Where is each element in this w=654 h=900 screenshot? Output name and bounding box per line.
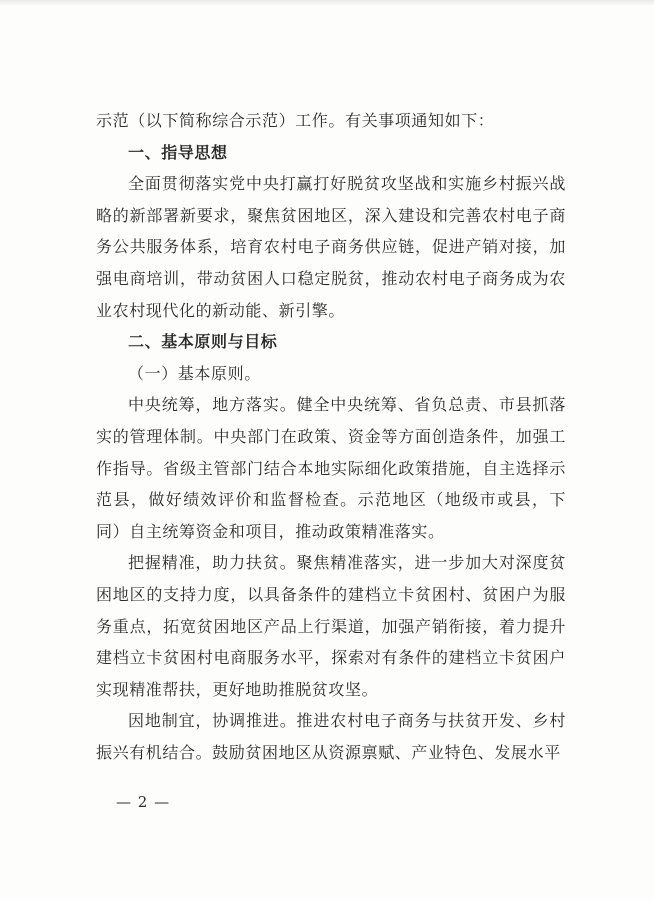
paragraph-guiding-ideology: 全面贯彻落实党中央打赢打好脱贫攻坚战和实施乡村振兴战略的新部署新要求，聚焦贫困地区，深入建设和完善农村电子商务公共服务体系，培育农村电子商务供应链，促进产销对接，加强电商培训，带动贫困人口稳定脱贫，推动农村电子商务成为农业农村现代化的新动能、新引擎。 (96, 174, 566, 320)
paragraph-central-coordination: 中央统筹，地方落实。健全中央统筹、省负总责、市县抓落实的管理体制。中央部门在政策、资金等方面创造条件，加强工作指导。省级主管部门结合本地实际细化政策措施，自主选择示范县，做好绩效评价和监督检查。示范地区（地级市或县，下同）自主统筹资金和项目，推动政策精准落实。 (96, 395, 566, 541)
paragraph-intro-tail: 示范（以下简称综合示范）工作。有关事项通知如下： (96, 111, 495, 130)
page-number: — 2 — (116, 793, 171, 811)
paragraph-local-adaptation: 因地制宜，协调推进。推进农村电子商务与扶贫开发、乡村振兴有机结合。鼓励贫困地区从资源禀赋、产业特色、发展水平 (96, 711, 566, 762)
document-body (96, 105, 566, 768)
paragraph-precision-poverty: 把握精准，助力扶贫。聚焦精准落实，进一步加大对深度贫困地区的支持力度，以具备条件的建档立卡贫困村、贫困户为服务重点，拓宽贫困地区产品上行渠道，加强产销衔接，着力提升建档立卡贫困村电商服务水平，探索对有条件的建档立卡贫困户实现精准帮扶，更好地助推脱贫攻坚。 (96, 553, 566, 699)
heading-guiding-ideology: 一、指导思想 (128, 142, 228, 162)
subheading-basic-principles: （一）基本原则。 (128, 363, 261, 383)
heading-principles-goals: 二、基本原则与目标 (128, 332, 278, 352)
scan-edge (0, 0, 654, 6)
